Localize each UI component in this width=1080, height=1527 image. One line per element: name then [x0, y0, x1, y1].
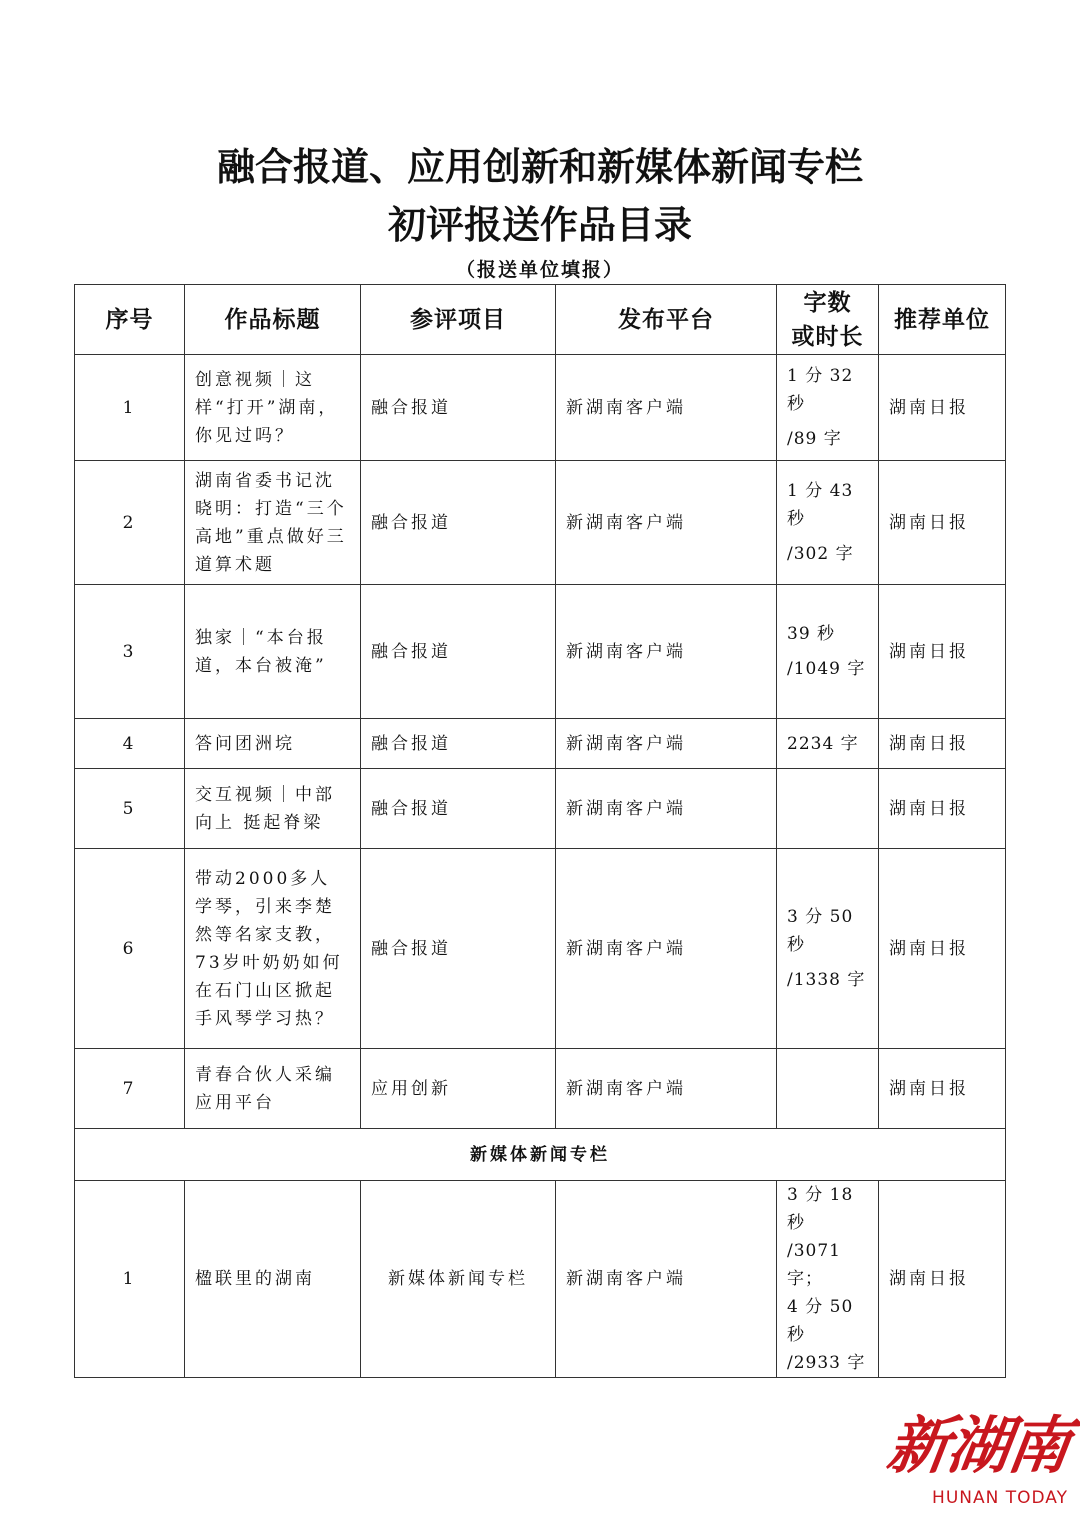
recommending-unit: 湖南日报 — [879, 355, 1006, 461]
logo-english-name: HUNAN TODAY — [932, 1488, 1068, 1508]
table-row — [75, 849, 1006, 1049]
logo-chinese-name: 新湖南 — [882, 1409, 1074, 1482]
row-number: 2 — [75, 461, 185, 585]
column-header-unit: 推荐单位 — [879, 285, 1006, 355]
platform: 新湖南客户端 — [556, 461, 777, 585]
length — [777, 1181, 879, 1378]
table-header-row — [75, 285, 1006, 355]
work-title: 创意视频｜这样“打开”湖南，你见过吗？ — [185, 355, 361, 461]
length — [777, 355, 879, 461]
category: 融合报道 — [361, 585, 556, 719]
work-title: 青春合伙人采编应用平台 — [185, 1049, 361, 1129]
length — [777, 1049, 879, 1129]
section-row — [75, 1129, 1006, 1181]
table-row — [75, 769, 1006, 849]
work-title: 交互视频｜中部向上 挺起脊梁 — [185, 769, 361, 849]
length-line: /2933 字 — [787, 1353, 866, 1373]
length-line: 39 秒 — [787, 624, 836, 644]
length-line: 3 分 50 秒 — [787, 907, 854, 955]
table-row — [75, 585, 1006, 719]
row-number: 1 — [75, 1181, 185, 1378]
column-header-platform: 发布平台 — [556, 285, 777, 355]
length-line: 1 分 43 秒 — [787, 481, 854, 529]
length-line: /302 字 — [787, 544, 854, 564]
category: 应用创新 — [361, 1049, 556, 1129]
category: 融合报道 — [361, 849, 556, 1049]
recommending-unit: 湖南日报 — [879, 719, 1006, 769]
recommending-unit: 湖南日报 — [879, 585, 1006, 719]
length — [777, 849, 879, 1049]
category: 融合报道 — [361, 719, 556, 769]
section-title: 新媒体新闻专栏 — [75, 1129, 1006, 1181]
platform: 新湖南客户端 — [556, 1181, 777, 1378]
length-line: 1 分 32 秒 — [787, 366, 854, 414]
length-line: /3071 字； — [787, 1241, 841, 1289]
table-row — [75, 719, 1006, 769]
work-title: 独家｜“本台报道，本台被淹” — [185, 585, 361, 719]
column-header-no: 序号 — [75, 285, 185, 355]
length-line: 2234 字 — [787, 733, 859, 754]
length-line: /89 字 — [787, 429, 842, 449]
platform: 新湖南客户端 — [556, 355, 777, 461]
length-line: 3 分 18 秒 — [787, 1185, 854, 1233]
column-header-category: 参评项目 — [361, 285, 556, 355]
category: 新媒体新闻专栏 — [361, 1181, 556, 1378]
row-number: 3 — [75, 585, 185, 719]
length — [777, 461, 879, 585]
catalog-table — [74, 284, 1006, 1378]
table-body — [75, 355, 1006, 1378]
xinhunan-logo — [882, 1408, 1074, 1520]
table-row — [75, 461, 1006, 585]
row-number: 4 — [75, 719, 185, 769]
platform: 新湖南客户端 — [556, 719, 777, 769]
row-number: 1 — [75, 355, 185, 461]
work-title: 答问团洲垸 — [185, 719, 361, 769]
length-line: /1338 字 — [787, 970, 866, 990]
row-number: 5 — [75, 769, 185, 849]
column-header-length — [777, 285, 879, 355]
recommending-unit: 湖南日报 — [879, 1181, 1006, 1378]
document-title-line2: 初评报送作品目录 — [387, 203, 692, 247]
table-row — [75, 355, 1006, 461]
length — [777, 769, 879, 849]
length-line: 4 分 50 秒 — [787, 1297, 854, 1345]
recommending-unit: 湖南日报 — [879, 1049, 1006, 1129]
category: 融合报道 — [361, 769, 556, 849]
table-row — [75, 1181, 1006, 1378]
platform: 新湖南客户端 — [556, 769, 777, 849]
table-row — [75, 1049, 1006, 1129]
work-title: 楹联里的湖南 — [185, 1181, 361, 1378]
work-title: 带动2000多人学琴，引来李楚然等名家支教，73岁叶奶奶如何在石门山区掀起手风琴学习热？ — [185, 849, 361, 1049]
category: 融合报道 — [361, 461, 556, 585]
document-title-line1: 融合报道、应用创新和新媒体新闻专栏 — [216, 145, 863, 189]
length — [777, 719, 879, 769]
row-number: 7 — [75, 1049, 185, 1129]
length-line: /1049 字 — [787, 659, 866, 679]
platform: 新湖南客户端 — [556, 585, 777, 719]
column-header-length-text: 字数 或时长 — [791, 289, 864, 350]
row-number: 6 — [75, 849, 185, 1049]
platform: 新湖南客户端 — [556, 849, 777, 1049]
work-title: 湖南省委书记沈晓明：打造“三个高地”重点做好三道算术题 — [185, 461, 361, 585]
document-subtitle: （报送单位填报） — [455, 259, 624, 281]
platform: 新湖南客户端 — [556, 1049, 777, 1129]
recommending-unit: 湖南日报 — [879, 849, 1006, 1049]
recommending-unit: 湖南日报 — [879, 769, 1006, 849]
recommending-unit: 湖南日报 — [879, 461, 1006, 585]
length — [777, 585, 879, 719]
category: 融合报道 — [361, 355, 556, 461]
column-header-title: 作品标题 — [185, 285, 361, 355]
